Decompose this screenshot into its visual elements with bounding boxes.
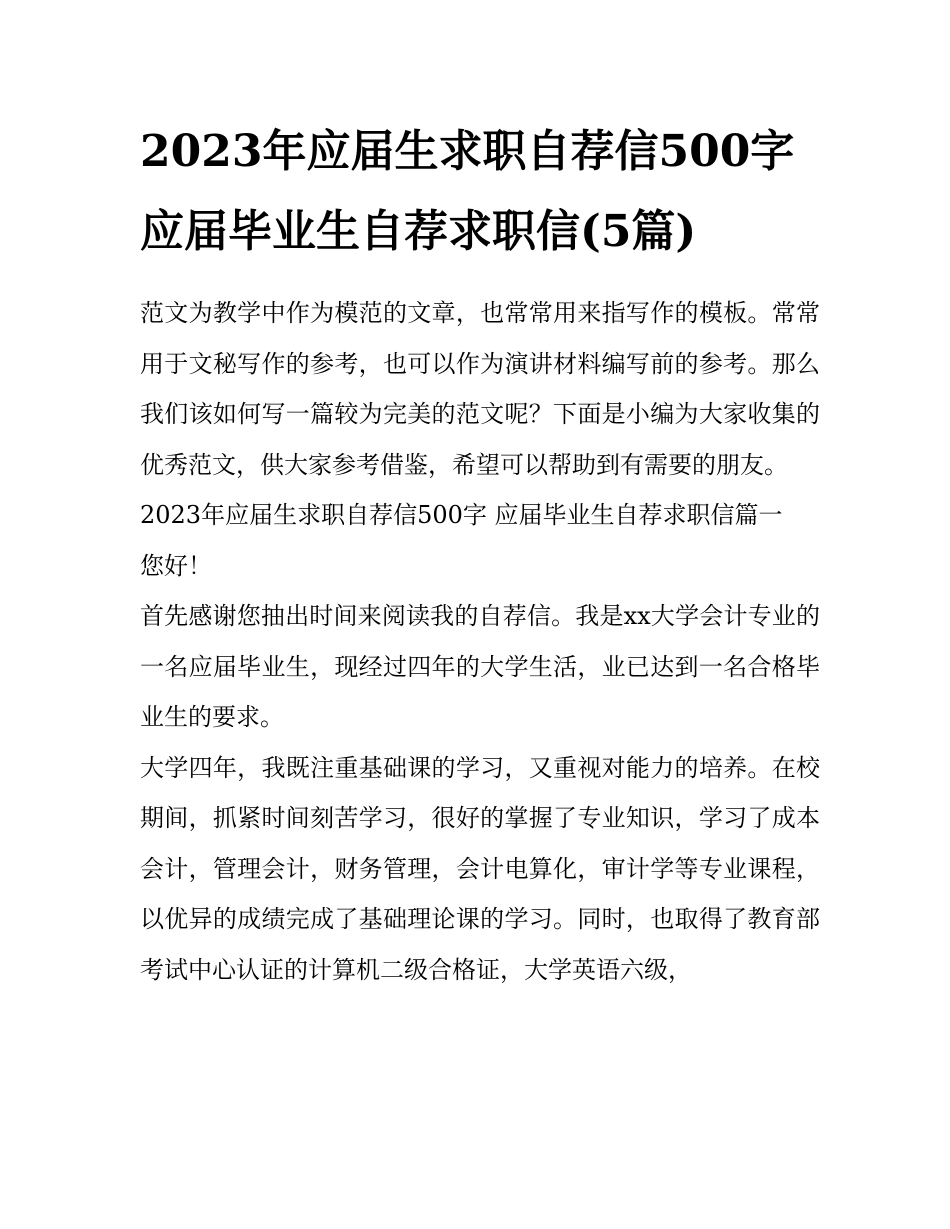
document-body: [140, 288, 820, 995]
body-paragraph: 大学四年，我既注重基础课的学习，又重视对能力的培养。在校期间，抓紧时间刻苦学习，很好的掌握了专业知识，学习了成本会计，管理会计，财务管理，会计电算化，审计学等专业课程，以优异的成绩完成了基础理论课的学习。同时，也取得了教育部考试中心认证的计算机二级合格证，大学英语六级，: [140, 753, 820, 984]
document-page: [140, 112, 820, 995]
body-paragraph: 首先感谢您抽出时间来阅读我的自荐信。我是xx大学会计专业的一名应届毕业生，现经过四年的大学生活，业已达到一名合格毕业生的要求。: [140, 602, 820, 731]
intro-paragraph: 范文为教学中作为模范的文章，也常常用来指写作的模板。常常用于文秘写作的参考，也可以作为演讲材料编写前的参考。那么我们该如何写一篇较为完美的范文呢？下面是小编为大家收集的优秀范文，供大家参考借鉴，希望可以帮助到有需要的朋友。: [140, 299, 820, 479]
document-title: 2023年应届生求职自荐信500字 应届毕业生自荐求职信(5篇): [140, 126, 795, 257]
greeting-paragraph: 您好！: [140, 551, 212, 580]
section-heading: 2023年应届生求职自荐信500字 应届毕业生自荐求职信篇一: [140, 501, 783, 529]
